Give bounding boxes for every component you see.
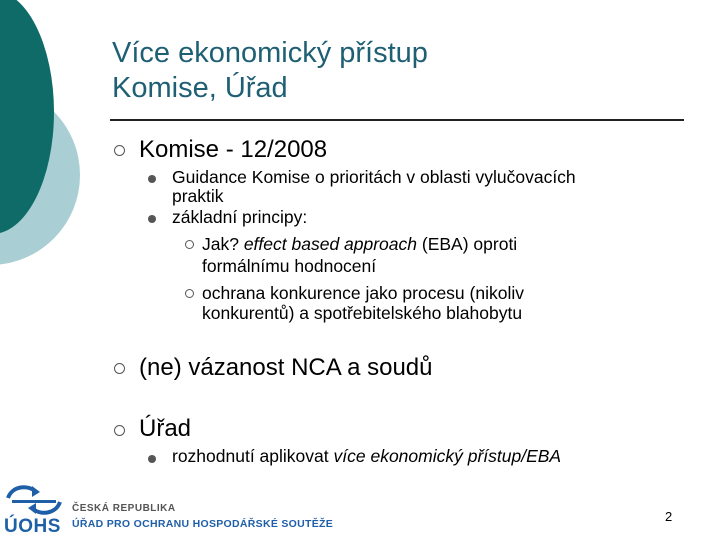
title-line-1: Více ekonomický přístup — [112, 37, 428, 69]
title-divider — [110, 119, 684, 121]
bullet-nca: (ne) vázanost NCA a soudů — [139, 354, 433, 381]
bullet-principle-competition-line2: konkurentů) a spotřebitelského blahobytu — [202, 303, 523, 323]
bullet-principle-eba — [202, 235, 517, 254]
logo-country-text: ČESKÁ REPUBLIKA — [72, 503, 176, 514]
bullet-marker-small-circle-icon — [185, 240, 194, 249]
principle-eba-suffix: (EBA) oproti — [417, 234, 518, 254]
bullet-marker-circle-icon — [114, 425, 125, 436]
bullet-marker-dot-icon — [148, 455, 156, 463]
principle-eba-prefix: Jak? — [202, 234, 244, 254]
bullet-komise-guidance-line2: praktik — [172, 186, 224, 206]
bullet-marker-small-circle-icon — [185, 289, 194, 298]
bullet-marker-circle-icon — [114, 145, 125, 156]
bullet-principle-competition-line1: ochrana konkurence jako procesu (nikoliv — [202, 283, 524, 303]
principle-eba-italic: effect based approach — [243, 234, 418, 254]
title-line-2: Komise, Úřad — [112, 72, 288, 104]
urad-decision-italic: více ekonomický přístup/EBA — [333, 446, 562, 466]
bullet-urad-decision — [172, 447, 561, 466]
uohs-logo-icon — [2, 480, 66, 518]
bullet-principle-eba-line2: formálnímu hodnocení — [202, 256, 377, 276]
bullet-komise-principles: základní principy: — [172, 207, 308, 227]
bullet-marker-dot-icon — [148, 215, 156, 223]
bullet-urad: Úřad — [139, 415, 192, 442]
decorative-circles — [0, 0, 110, 300]
slide-title — [112, 36, 692, 106]
page-number: 2 — [665, 509, 673, 524]
bullet-komise: Komise - 12/2008 — [139, 136, 328, 163]
bullet-komise-guidance-line1: Guidance Komise o prioritách v oblasti vylučovacích — [172, 167, 576, 187]
uohs-logo-text: ÚOHS — [4, 516, 61, 537]
bullet-marker-dot-icon — [148, 175, 156, 183]
logo-office-text: ÚŘAD PRO OCHRANU HOSPODÁŘSKÉ SOUTĚŽE — [72, 518, 334, 530]
urad-decision-prefix: rozhodnutí aplikovat — [172, 446, 334, 466]
bullet-marker-circle-icon — [114, 363, 125, 374]
